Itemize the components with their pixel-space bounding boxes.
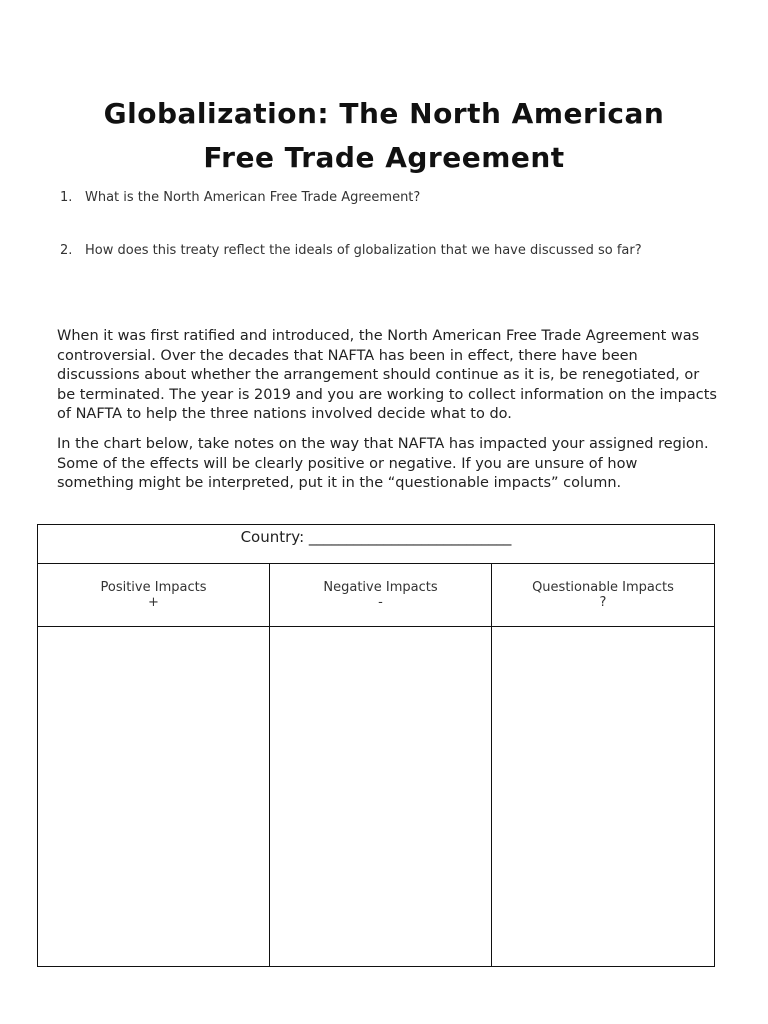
column-header-symbol: + <box>148 595 159 610</box>
question-number: 2. <box>60 243 73 258</box>
column-header-questionable <box>492 564 714 627</box>
country-field[interactable]: Country: ___________________________ <box>38 525 714 564</box>
negative-impacts-column <box>270 564 492 966</box>
column-header-label: Negative Impacts <box>323 580 438 595</box>
questionable-impacts-column <box>492 564 714 966</box>
title-line-2: Free Trade Agreement <box>203 141 565 174</box>
column-header-positive <box>38 564 269 627</box>
question-number: 1. <box>60 190 73 205</box>
negative-impacts-notes[interactable] <box>270 627 491 966</box>
question-text: What is the North American Free Trade Agreement? <box>85 190 421 205</box>
column-header-negative <box>270 564 491 627</box>
impacts-chart <box>37 524 715 967</box>
column-header-label: Questionable Impacts <box>532 580 674 595</box>
question-2 <box>60 243 642 258</box>
column-header-symbol: - <box>378 595 383 610</box>
column-header-symbol: ? <box>599 595 607 610</box>
title-line-1: Globalization: The North American <box>103 97 665 130</box>
column-header-label: Positive Impacts <box>100 580 207 595</box>
intro-paragraph: When it was first ratified and introduced, the North American Free Trade Agreement was controversial. Over the decades that NAFTA has been in effect, there have been discussions about whether the arrangement should continue as it is, be renegotiated, or be terminated. The year is 2019 and you are working to collect information on the impacts of NAFTA to help the three nations involved decide what to do. <box>57 328 717 422</box>
positive-impacts-column <box>38 564 270 966</box>
page-title <box>0 92 768 180</box>
question-1 <box>60 190 420 205</box>
instructions-paragraph: In the chart below, take notes on the way that NAFTA has impacted your assigned region. Some of the effects will be clearly positive or negative. If you are unsure of how something might be interpreted, put it in the “questionable impacts” column. <box>57 436 709 491</box>
questionable-impacts-notes[interactable] <box>492 627 714 966</box>
question-text: How does this treaty reflect the ideals of globalization that we have discussed so far? <box>85 243 642 258</box>
positive-impacts-notes[interactable] <box>38 627 269 966</box>
